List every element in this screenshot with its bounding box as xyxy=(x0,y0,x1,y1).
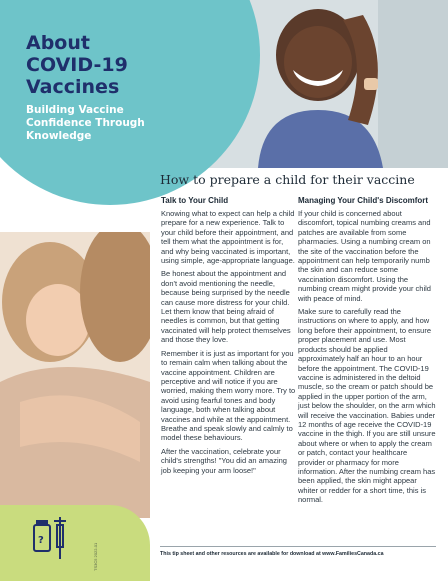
paragraph: After the vaccination, celebrate your child's strengths! "You did an amazing job keeping your arm loose!" xyxy=(161,446,287,475)
section-heading-talk: Talk to Your Child xyxy=(161,196,229,205)
footer-text: This tip sheet and other resources are available for download at www.FamiliesCanada.ca xyxy=(160,551,384,557)
column-talk-to-child xyxy=(161,196,297,479)
paragraph: Remember it is just as important for you to remain calm when talking about the vaccine appointment. Children are perceptive and will notice if you are worried, making them worry more. Try to avoid using fearful tones and body language, both when talking about vaccines and while at the appointment. Breathe and speak slowly and calmly to model these behaviours. xyxy=(161,348,296,443)
paragraph: Knowing what to expect can help a child prepare for a new experience. Talk to your child before their appointment, and tell them what the appointment is for, and why being vaccinated is important, using simple, age-appropriate language. xyxy=(161,209,295,266)
title-line-2: COVID-19 xyxy=(26,54,128,76)
paragraph: If your child is concerned about discomfort, topical numbing creams and patches are available from some pharmacies. Using a numbing cream on the site of the vaccination before the appointment can help temporarily numb the skin and can reduce some vaccination discomfort. Using the numbing cream might provide your child with peace of mind. xyxy=(298,209,431,303)
main-heading: How to prepare a child for their vaccine xyxy=(160,172,415,187)
subtitle-line-3: Knowledge xyxy=(26,130,92,142)
title-line-3: Vaccines xyxy=(26,76,120,98)
page-subtitle xyxy=(26,104,176,143)
footer-green-shape xyxy=(0,505,150,581)
title-line-1: About xyxy=(26,32,90,54)
svg-text:?: ? xyxy=(38,535,44,546)
subtitle-line-2: Confidence Through xyxy=(26,117,145,129)
page-title xyxy=(26,32,176,98)
paragraph: Be honest about the appointment and don't avoid mentioning the needle, because being surprised by the needle can cause more distress for your child. Let them know that being afraid of needles is common, but that getting vaccinated will help protect themselves and those they love. xyxy=(161,269,291,345)
footer-divider xyxy=(160,546,436,547)
paragraph: Make sure to carefully read the instructions on where to apply, and how long before their appointment, to ensure proper placement and use. Most products should be applied approximately half an hour to an hour before the appointment. The COVID-19 vaccine is administered in the deltoid muscle, so the cream or patch should be applied in the upper portion of the arm, just below the shoulder, on the arm which will receive the vaccination. Babies under 12 months of age receive the COVID-19 vaccine in the thigh. If you are still unsure about where or when to apply the cream or patch, contact your healthcare provider or pharmacy for more information. After the numbing cream has been applied, the skin might appear whiter or redder for a short time, this is normal. xyxy=(298,307,436,505)
subtitle-line-1: Building Vaccine xyxy=(26,104,124,116)
vaccine-vial-syringe-icon xyxy=(30,515,74,561)
column-managing-discomfort xyxy=(298,196,436,509)
document-code: TS3C5 2022-01 xyxy=(93,542,98,571)
side-photo-hug xyxy=(0,232,150,518)
section-heading-discomfort: Managing Your Child's Discomfort xyxy=(298,196,429,205)
